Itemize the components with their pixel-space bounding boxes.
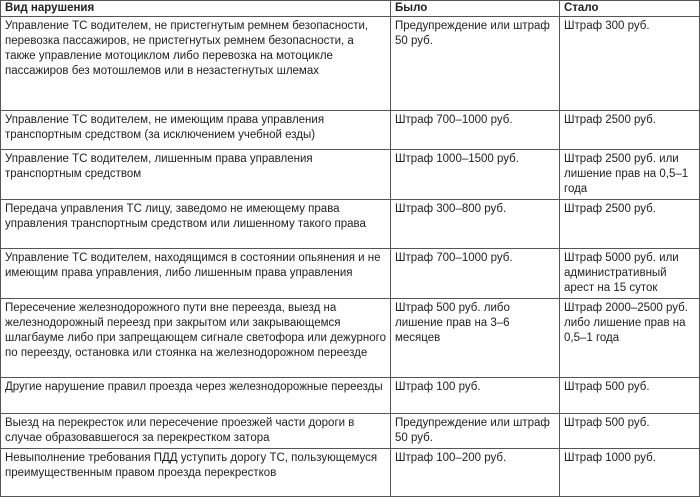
before-cell xyxy=(391,150,560,200)
after-cell xyxy=(560,17,700,111)
violation-text: Другие нарушение правил проезда через железнодорожные переезды xyxy=(5,381,383,393)
after-cell xyxy=(560,299,700,378)
table-row xyxy=(1,299,700,378)
violation-text: Управление ТС водителем, не имеющим права управления транспортным средством (за исключением учебной езды) xyxy=(5,114,325,141)
before-cell xyxy=(391,249,560,299)
table-row xyxy=(1,17,700,111)
before-cell xyxy=(391,299,560,378)
header-violation: Вид нарушения xyxy=(1,1,391,17)
after-cell xyxy=(560,414,700,449)
before-text: Штраф 100 руб. xyxy=(395,381,481,393)
after-text: Штраф 2000–2500 руб. либо лишение прав на 0,5–1 года xyxy=(564,302,688,344)
violation-text: Управление ТС водителем, лишенным права управления транспортным средством xyxy=(5,153,313,180)
violation-text: Пересечение железнодорожного пути вне переезда, выезд на железнодорожный переезд при закрытом или закрывающемся шлагбауме либо при запрещающем сигнале светофора или дежурного по переезду, остановка или стоянка на железнодорожном переезде xyxy=(5,302,386,359)
violation-cell xyxy=(1,378,391,414)
header-after: Стало xyxy=(560,1,700,17)
table-row xyxy=(1,449,700,497)
table-row xyxy=(1,414,700,449)
before-cell xyxy=(391,378,560,414)
violation-cell xyxy=(1,200,391,249)
violation-text: Невыполнение требования ПДД уступить дорогу ТС, пользующемуся преимущественным правом проезда перекрестков xyxy=(5,452,378,479)
after-text: Штраф 1000 руб. xyxy=(564,452,656,464)
after-text: Штраф 2500 руб. или лишение прав на 0,5–1 года xyxy=(564,153,689,195)
violation-cell xyxy=(1,299,391,378)
before-cell xyxy=(391,17,560,111)
after-cell xyxy=(560,200,700,249)
before-cell xyxy=(391,414,560,449)
table-header-row xyxy=(1,1,700,17)
after-cell xyxy=(560,249,700,299)
after-cell xyxy=(560,449,700,497)
before-text: Штраф 500 руб. либо лишение прав на 3–6 месяцев xyxy=(395,302,510,344)
violation-text: Передача управления ТС лицу, заведомо не имеющему права управления транспортным средством или лишенному такого права xyxy=(5,203,366,230)
violation-text: Выезд на перекресток или пересечение проезжей части дороги в случае образовавшегося за перекрестком затора xyxy=(5,417,355,444)
after-text: Штраф 2500 руб. xyxy=(564,203,656,215)
before-text: Предупреждение или штраф 50 руб. xyxy=(395,417,550,444)
before-text: Предупреждение или штраф 50 руб. xyxy=(395,20,550,47)
before-text: Штраф 100–200 руб. xyxy=(395,452,507,464)
table-row xyxy=(1,150,700,200)
before-text: Штраф 1000–1500 руб. xyxy=(395,153,519,165)
table-row xyxy=(1,200,700,249)
after-text: Штраф 2500 руб. xyxy=(564,114,656,126)
before-text: Штраф 300–800 руб. xyxy=(395,203,507,215)
violation-cell xyxy=(1,414,391,449)
before-cell xyxy=(391,449,560,497)
after-text: Штраф 5000 руб. или административный арест на 15 суток xyxy=(564,252,679,294)
before-cell xyxy=(391,111,560,150)
after-text: Штраф 500 руб. xyxy=(564,381,650,393)
violation-cell xyxy=(1,249,391,299)
header-before: Было xyxy=(391,1,560,17)
after-text: Штраф 500 руб. xyxy=(564,417,650,429)
after-text: Штраф 300 руб. xyxy=(564,20,650,32)
table-row xyxy=(1,111,700,150)
after-cell xyxy=(560,150,700,200)
after-cell xyxy=(560,111,700,150)
violation-cell xyxy=(1,111,391,150)
before-text: Штраф 700–1000 руб. xyxy=(395,114,513,126)
before-cell xyxy=(391,200,560,249)
table-row xyxy=(1,378,700,414)
violation-text: Управление ТС водителем, находящимся в состоянии опьянения и не имеющим права управления, либо лишенным права управления xyxy=(5,252,381,279)
violation-cell xyxy=(1,449,391,497)
after-cell xyxy=(560,378,700,414)
violation-cell xyxy=(1,150,391,200)
violation-text: Управление ТС водителем, не пристегнутым ремнем безопасности, перевозка пассажиров, не пристегнутых ремнем безопасности, а также управление мотоциклом либо перевозка на мотоцикле пассажиров без мотошлемов или в незастегнутых шлемах xyxy=(5,20,369,77)
before-text: Штраф 700–1000 руб. xyxy=(395,252,513,264)
violation-cell xyxy=(1,17,391,111)
table-row xyxy=(1,249,700,299)
